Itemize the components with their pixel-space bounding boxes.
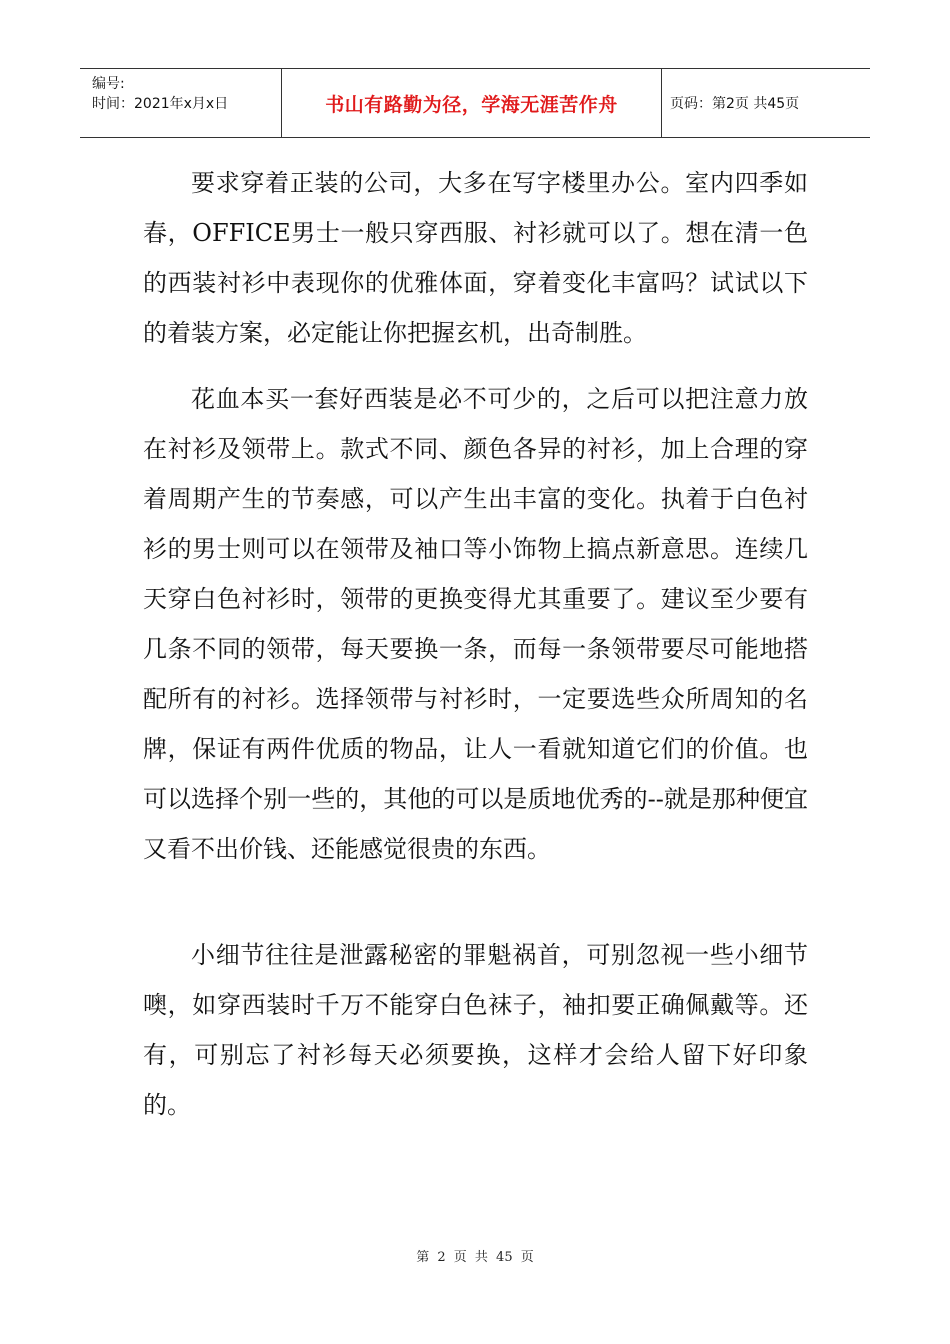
page-footer: 第 2 页 共 45 页 xyxy=(416,1250,534,1265)
paragraph-intro: 要求穿着正装的公司，大多在写字楼里办公。室内四季如春，OFFICE男士一般只穿西服、衬衫就可以了。想在清一色的西装衬衫中表现你的优雅体面，穿着变化丰富吗？试试以下的着装方案，必定能让你把握玄机，出奇制胜。 xyxy=(143,169,808,347)
document-number-label: 编号: xyxy=(92,76,125,92)
header-meta-cell xyxy=(80,69,282,137)
document-body xyxy=(143,158,808,1130)
paragraph-details: 小细节往往是泄露秘密的罪魁祸首，可别忽视一些小细节噢，如穿西装时千万不能穿白色袜子，袖扣要正确佩戴等。还有，可别忘了衬衫每天必须要换，这样才会给人留下好印象的。 xyxy=(143,941,808,1119)
header-page-code: 页码：第2页 共45页 xyxy=(670,96,800,112)
header-table xyxy=(80,68,870,138)
document-time-label: 时间：2021年x月x日 xyxy=(92,96,229,112)
paragraph-suit-shirt-tie: 花血本买一套好西装是必不可少的，之后可以把注意力放在衬衫及领带上。款式不同、颜色各异的衬衫，加上合理的穿着周期产生的节奏感，可以产生出丰富的变化。执着于白色衬衫的男士则可以在领带及袖口等小饰物上搞点新意思。连续几天穿白色衬衫时，领带的更换变得尤其重要了。建议至少要有几条不同的领带，每天要换一条，而每一条领带要尽可能地搭配所有的衬衫。选择领带与衬衫时，一定要选些众所周知的名牌，保证有两件优质的物品，让人一看就知道它们的价值。也可以选择个别一些的，其他的可以是质地优秀的--就是那种便宜又看不出价钱、还能感觉很贵的东西。 xyxy=(143,385,808,863)
header-page-code-cell xyxy=(662,69,870,137)
header-motto: 书山有路勤为径，学海无涯苦作舟 xyxy=(282,69,662,137)
